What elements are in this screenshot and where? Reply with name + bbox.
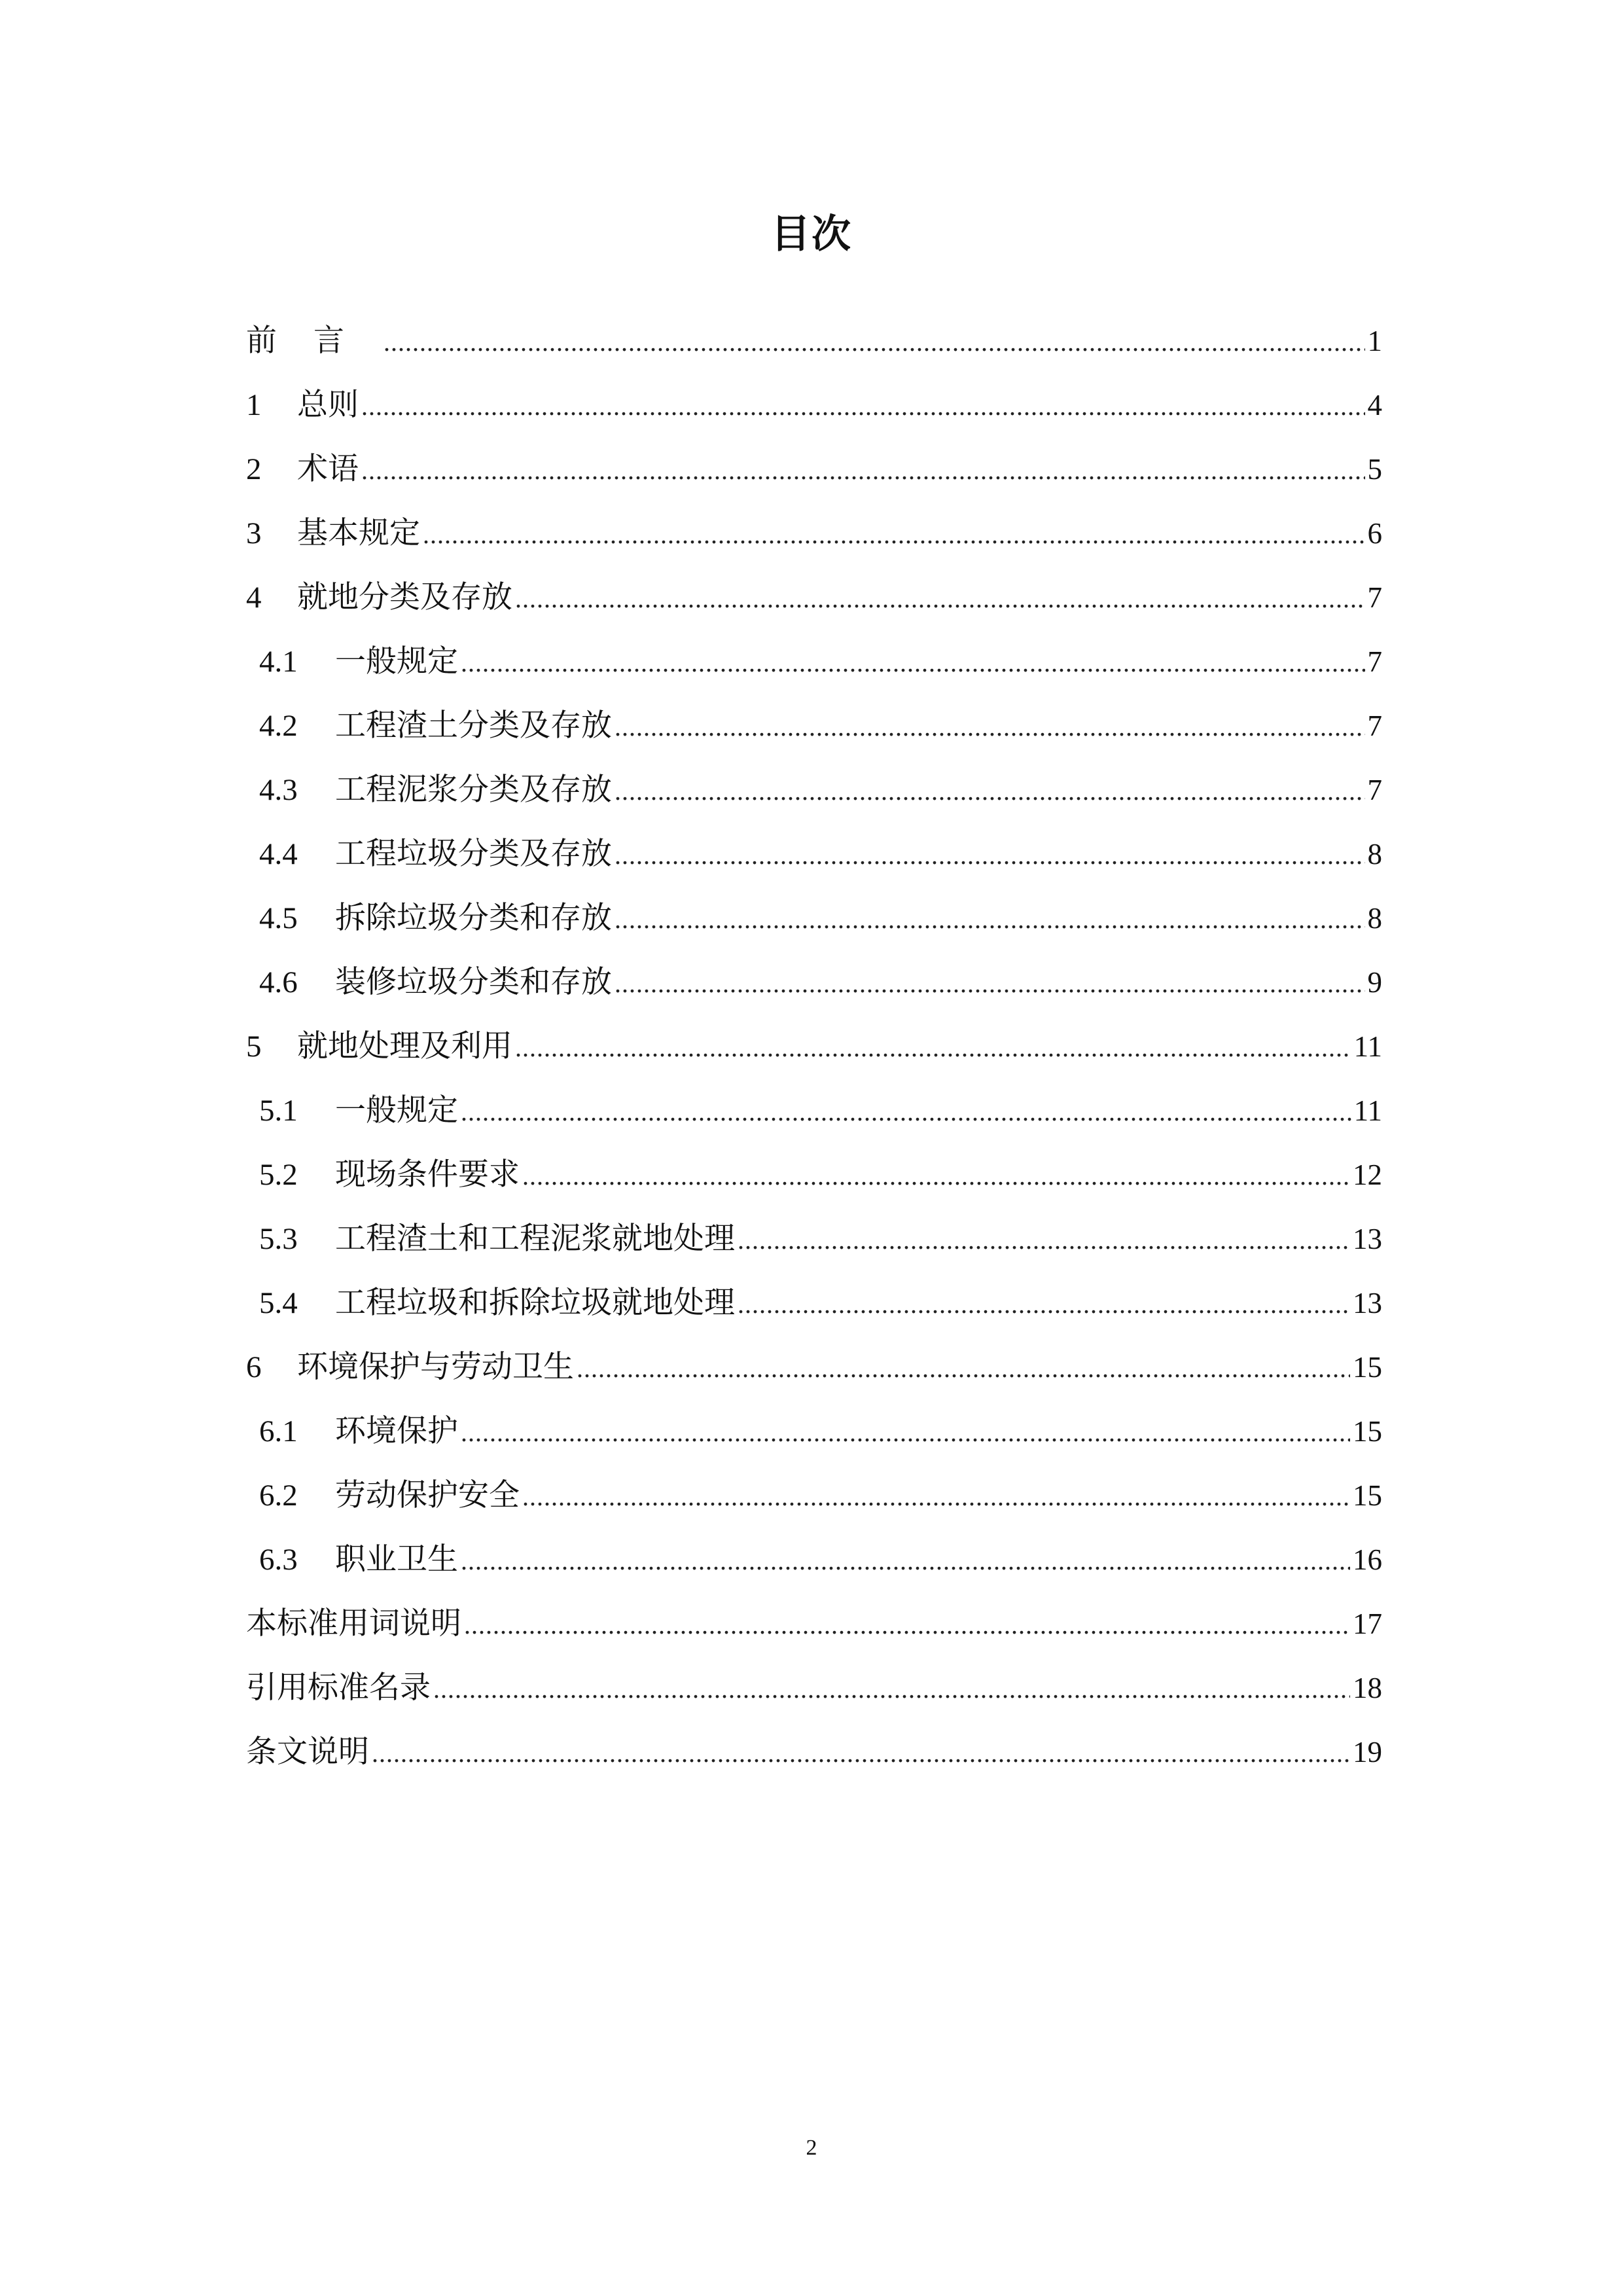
dot-leader — [615, 888, 1365, 952]
toc-entry-label: 引用标准名录 — [246, 1670, 431, 1706]
page-title: 目次 — [771, 211, 852, 257]
toc-entry-label: 现场条件要求 — [335, 1157, 520, 1193]
toc-entry-page: 4 — [1367, 389, 1382, 422]
toc-entry-number: 4 — [246, 581, 262, 615]
toc-entry[interactable] — [246, 1143, 1382, 1207]
toc-entry-page: 19 — [1353, 1736, 1382, 1768]
toc-entry-number: 4.2 — [259, 709, 298, 743]
toc-entry-label: 本标准用词说明 — [246, 1605, 461, 1641]
toc-entry-number: 5 — [246, 1030, 262, 1064]
toc-entry-label: 一般规定 — [335, 643, 458, 679]
toc-entry-page: 12 — [1353, 1158, 1382, 1191]
toc-entry-page: 18 — [1353, 1672, 1382, 1704]
toc-entry-page: 13 — [1353, 1287, 1382, 1319]
dot-leader — [515, 1016, 1351, 1080]
dot-leader — [522, 1465, 1350, 1529]
dot-leader — [464, 1593, 1350, 1657]
toc-entry-label: 工程泥浆分类及存放 — [335, 772, 612, 808]
toc-entry[interactable] — [246, 758, 1382, 822]
dot-leader — [461, 631, 1365, 695]
toc-entry-label: 环境保护与劳动卫生 — [297, 1349, 574, 1385]
toc-entry[interactable] — [246, 309, 1382, 373]
toc-entry-number: 4.3 — [259, 773, 298, 807]
dot-leader — [372, 1721, 1350, 1785]
toc-entry-page: 5 — [1367, 453, 1382, 486]
dot-leader — [615, 823, 1365, 888]
dot-leader — [461, 1529, 1350, 1593]
toc-entry[interactable] — [246, 1463, 1382, 1528]
toc-entry[interactable] — [246, 1528, 1382, 1592]
dot-leader — [615, 952, 1365, 1016]
toc-entry-number: 4.4 — [259, 837, 298, 871]
toc-entry[interactable] — [246, 1207, 1382, 1271]
toc-entry-number: 5.2 — [259, 1158, 298, 1192]
toc-entry-number: 4.5 — [259, 901, 298, 935]
toc-entry-number: 6.2 — [259, 1479, 298, 1513]
toc-entry-page: 7 — [1367, 774, 1382, 806]
toc-entry-page: 1 — [1367, 325, 1382, 357]
toc-entry-label: 前言 — [246, 323, 381, 359]
toc-entry-number: 4.1 — [259, 645, 298, 679]
toc-entry-page: 8 — [1367, 902, 1382, 935]
toc-entry-page: 6 — [1367, 517, 1382, 550]
toc-entry[interactable] — [246, 373, 1382, 437]
dot-leader — [461, 1401, 1350, 1465]
toc-entry-label: 就地分类及存放 — [297, 579, 512, 615]
toc-entry[interactable] — [246, 1335, 1382, 1399]
toc-entry[interactable] — [246, 1656, 1382, 1720]
toc-entry[interactable] — [246, 1592, 1382, 1656]
dot-leader — [738, 1208, 1350, 1272]
toc-entry-page: 7 — [1367, 581, 1382, 614]
dot-leader — [383, 310, 1365, 374]
toc-entry[interactable] — [246, 565, 1382, 630]
dot-leader — [361, 439, 1365, 503]
toc-entry-page: 8 — [1367, 838, 1382, 870]
toc-entry-label: 装修垃圾分类和存放 — [335, 964, 612, 1000]
toc-entry[interactable] — [246, 1399, 1382, 1463]
dot-leader — [615, 759, 1365, 823]
toc-entry-label: 就地处理及利用 — [297, 1028, 512, 1064]
dot-leader — [433, 1657, 1350, 1721]
dot-leader — [515, 567, 1365, 631]
toc-entry-page: 11 — [1353, 1094, 1382, 1127]
toc-entry-number: 6.3 — [259, 1543, 298, 1577]
toc-entry[interactable] — [246, 1720, 1382, 1784]
toc-entry[interactable] — [246, 1271, 1382, 1335]
toc-entry-label: 总则 — [297, 387, 359, 423]
toc-entry-number: 6 — [246, 1350, 262, 1384]
toc-entry-label: 拆除垃圾分类和存放 — [335, 900, 612, 936]
toc-entry-number: 5.1 — [259, 1094, 298, 1128]
toc-entry-number: 6.1 — [259, 1414, 298, 1448]
toc-entry[interactable] — [246, 822, 1382, 886]
toc-entry[interactable] — [246, 437, 1382, 501]
dot-leader — [361, 374, 1365, 439]
toc-entry-label: 工程垃圾分类及存放 — [335, 836, 612, 872]
toc-entry-page: 11 — [1353, 1030, 1382, 1063]
toc-entry-number: 4.6 — [259, 965, 298, 999]
dot-leader — [738, 1272, 1350, 1336]
toc-entry[interactable] — [246, 501, 1382, 565]
toc-entry-page: 9 — [1367, 966, 1382, 999]
dot-leader — [615, 695, 1365, 759]
toc-entry-label: 一般规定 — [335, 1092, 458, 1128]
toc-entry[interactable] — [246, 1014, 1382, 1079]
toc-entry[interactable] — [246, 1079, 1382, 1143]
toc-entry-page: 15 — [1353, 1415, 1382, 1448]
toc-entry[interactable] — [246, 886, 1382, 950]
page-number: 2 — [806, 2136, 817, 2160]
toc-entry-label: 工程渣土和工程泥浆就地处理 — [335, 1221, 735, 1257]
toc-entry-page: 15 — [1353, 1479, 1382, 1512]
toc-entry-number: 5.4 — [259, 1286, 298, 1320]
toc-entry-page: 16 — [1353, 1543, 1382, 1576]
toc-entry-label: 条文说明 — [246, 1734, 369, 1770]
toc-entry-label: 劳动保护安全 — [335, 1477, 520, 1513]
toc-entry-number: 1 — [246, 388, 262, 422]
toc-entry-label: 工程渣土分类及存放 — [335, 708, 612, 744]
toc-entry-label: 工程垃圾和拆除垃圾就地处理 — [335, 1285, 735, 1321]
toc-entry-label: 术语 — [297, 451, 359, 487]
toc-entry-label: 职业卫生 — [335, 1541, 458, 1577]
toc-entry-number: 3 — [246, 516, 262, 550]
toc-entry-page: 7 — [1367, 709, 1382, 742]
dot-leader — [577, 1336, 1350, 1401]
dot-leader — [461, 1080, 1351, 1144]
table-of-contents — [246, 309, 1382, 1784]
toc-entry[interactable] — [246, 694, 1382, 758]
toc-entry[interactable] — [246, 950, 1382, 1014]
toc-entry-page: 17 — [1353, 1607, 1382, 1640]
toc-entry-label: 基本规定 — [297, 515, 420, 551]
dot-leader — [423, 503, 1365, 567]
toc-entry-label: 环境保护 — [335, 1413, 458, 1449]
toc-entry-page: 7 — [1367, 645, 1382, 678]
toc-entry-number: 5.3 — [259, 1222, 298, 1256]
toc-entry-page: 15 — [1353, 1351, 1382, 1384]
dot-leader — [522, 1144, 1350, 1208]
toc-entry[interactable] — [246, 630, 1382, 694]
toc-entry-number: 2 — [246, 452, 262, 486]
toc-entry-page: 13 — [1353, 1223, 1382, 1255]
